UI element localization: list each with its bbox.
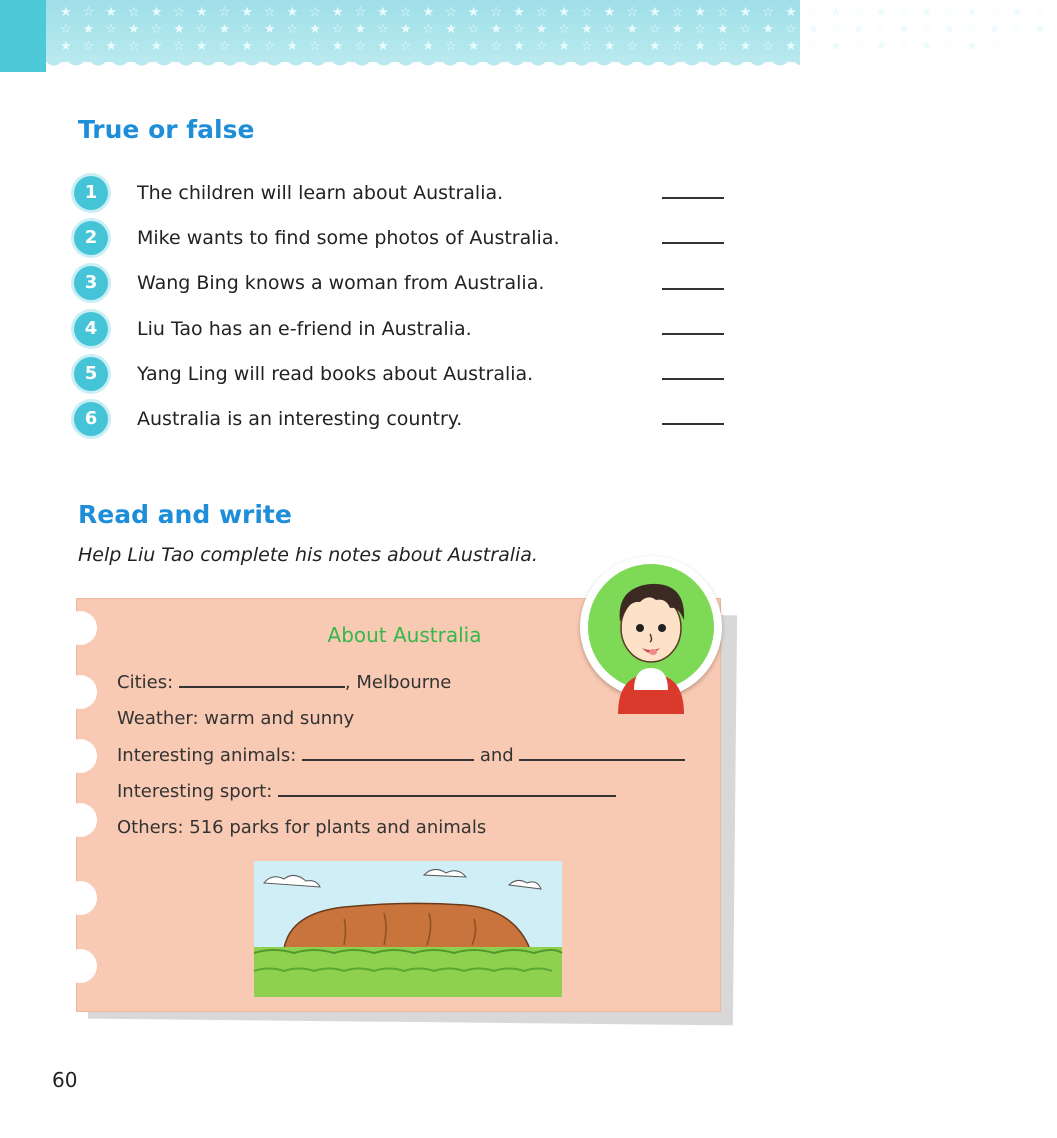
- page-number: 60: [52, 1068, 78, 1092]
- binder-hole: [63, 675, 97, 709]
- binder-hole: [63, 949, 97, 983]
- boy-avatar-icon: [588, 564, 714, 690]
- statement-text: Mike wants to find some photos of Australia.: [137, 226, 560, 249]
- list-item: [74, 306, 724, 351]
- statement-text: Liu Tao has an e-friend in Australia.: [137, 317, 472, 340]
- read-write-title: Read and write: [78, 500, 292, 529]
- number-badge: 3: [74, 266, 108, 300]
- notes-title: About Australia: [327, 623, 482, 647]
- sport-label: Interesting sport:: [117, 781, 273, 802]
- top-decorative-band: [0, 0, 1057, 62]
- answer-blank[interactable]: [662, 378, 724, 380]
- stars-decoration: ★☆★☆★☆★☆★☆★☆★☆★☆★☆★☆★☆★☆★☆★☆★☆★☆★☆★☆★☆★☆★☆★☆ ☆★☆★☆★☆★☆★☆★☆★☆★☆★☆★☆★☆★☆★☆★☆★☆★☆★☆★☆★☆★☆★☆★ ★☆★☆★☆★☆★☆★☆★☆★☆★☆★☆★☆★☆★☆★☆★☆★☆★☆★☆★☆★☆★☆: [60, 5, 1057, 54]
- cities-label: Cities:: [117, 672, 174, 693]
- answer-blank[interactable]: [662, 333, 724, 335]
- instruction-text: Help Liu Tao complete his notes about Australia.: [78, 544, 538, 566]
- statement-text: Yang Ling will read books about Australia.: [137, 362, 534, 385]
- answer-blank[interactable]: [662, 242, 724, 244]
- animals-blank-2[interactable]: [519, 745, 685, 761]
- others-line: Others: 516 parks for plants and animals: [117, 817, 487, 838]
- animals-line: [117, 745, 685, 766]
- statement-text: Wang Bing knows a woman from Australia.: [137, 272, 545, 295]
- weather-line: Weather: warm and sunny: [117, 708, 355, 729]
- uluru-illustration: [254, 861, 562, 997]
- true-false-list: [74, 170, 724, 442]
- answer-blank[interactable]: [662, 197, 724, 199]
- answer-blank[interactable]: [662, 288, 724, 290]
- avatar: [580, 556, 722, 698]
- cities-line: [117, 672, 451, 693]
- number-badge: 2: [74, 221, 108, 255]
- animals-blank-1[interactable]: [302, 745, 474, 761]
- list-item: [74, 215, 724, 260]
- cities-known: , Melbourne: [344, 672, 452, 693]
- number-badge: 6: [74, 402, 108, 436]
- list-item: [74, 351, 724, 396]
- corner-tab: [0, 0, 46, 72]
- answer-blank[interactable]: [662, 423, 724, 425]
- uluru-rock-icon: [254, 861, 562, 997]
- sport-blank[interactable]: [278, 781, 616, 797]
- binder-hole: [63, 803, 97, 837]
- animals-label: Interesting animals:: [117, 745, 297, 766]
- list-item: [74, 170, 724, 215]
- sport-line: [117, 781, 616, 802]
- statement-text: Australia is an interesting country.: [137, 408, 463, 431]
- list-item: [74, 396, 724, 441]
- number-badge: 4: [74, 312, 108, 346]
- cities-blank[interactable]: [179, 672, 345, 688]
- list-item: [74, 261, 724, 306]
- animals-and: and: [479, 745, 514, 766]
- statement-text: The children will learn about Australia.: [137, 181, 504, 204]
- number-badge: 1: [74, 176, 108, 210]
- binder-hole: [63, 881, 97, 915]
- binder-hole: [63, 739, 97, 773]
- number-badge: 5: [74, 357, 108, 391]
- true-false-title: True or false: [78, 115, 255, 144]
